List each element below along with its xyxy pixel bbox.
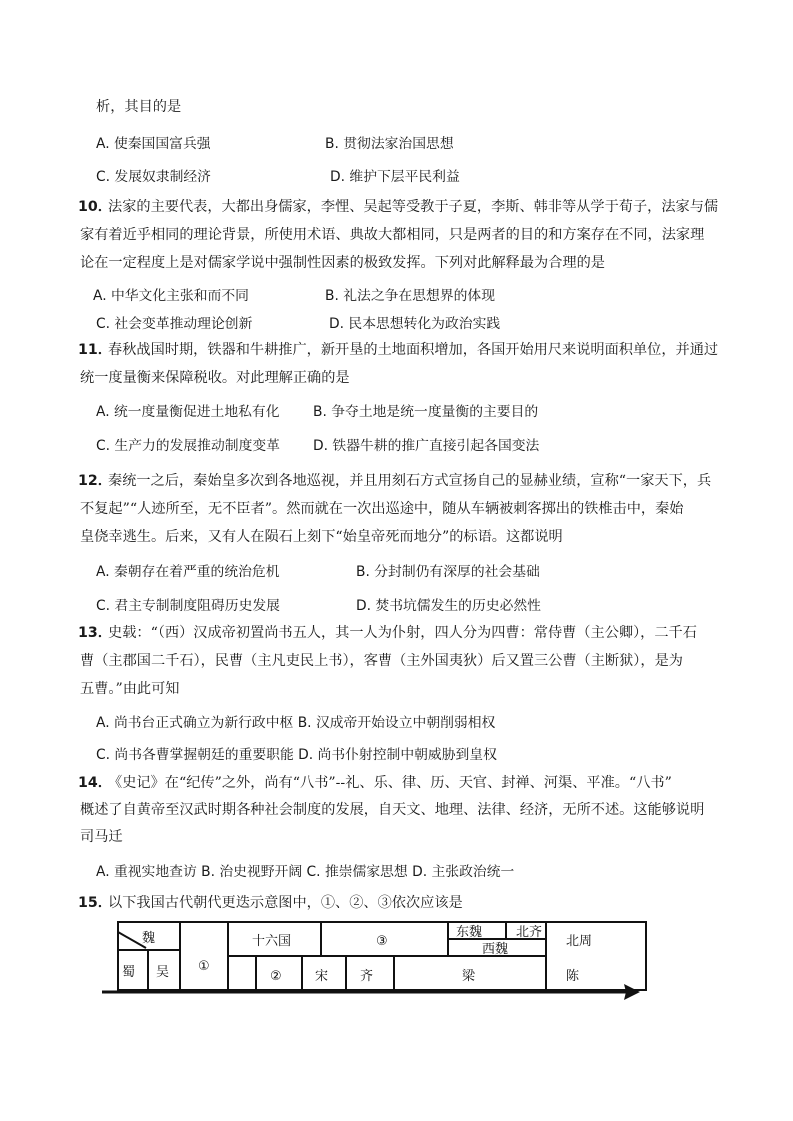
- q12-line-2: 不复起”“人迹所至，无不臣者”。然而就在一次出巡途中，随从车辆被刺客掷出的铁椎击中，秦始: [80, 501, 684, 517]
- q12-option-d: D. 焚书坑儒发生的历史必然性: [356, 598, 541, 614]
- q13-option-cd: C. 尚书各曹掌握朝廷的重要职能 D. 尚书仆射控制中朝威胁到皇权: [96, 747, 497, 763]
- arrow-head-icon: [624, 984, 640, 1000]
- label-circle-1: ①: [198, 959, 210, 974]
- q12-number: 12．: [78, 473, 112, 489]
- label-wei: 魏: [142, 931, 156, 946]
- q9-option-d: D. 维护下层平民利益: [330, 169, 460, 185]
- q11-number: 11．: [78, 342, 112, 358]
- q10-option-a: A. 中华文化主张和而不同: [93, 288, 249, 304]
- q14-number: 14．: [78, 775, 112, 791]
- q11-option-d: D. 铁器牛耕的推广直接引起各国变法: [313, 438, 540, 454]
- q14-line-2: 概述了自黄帝至汉武时期各种社会制度的发展，自天文、地理、法律、经济，无所不述。这能够说明: [80, 802, 705, 818]
- label-qi: 齐: [360, 969, 374, 984]
- q14-options: A. 重视实地查访 B. 治史视野开阔 C. 推崇儒家思想 D. 主张政治统一: [96, 864, 515, 880]
- q9-option-c: C. 发展奴隶制经济: [96, 169, 211, 185]
- q10-line-3: 论在一定程度上是对儒家学说中强制性因素的极致发挥。下列对此解释最为合理的是: [80, 255, 605, 271]
- q14-line-1: 《史记》在“纪传”之外，尚有“八书”--礼、乐、律、历、天官、封禅、河渠、平准。“八书”: [108, 775, 672, 791]
- q10-line-2: 家有着近乎相同的理论背景，所使用术语、典故大都相同，只是两者的目的和方案存在不同，法家理: [80, 227, 705, 243]
- q11-option-c: C. 生产力的发展推动制度变革: [96, 438, 280, 454]
- q10-option-b: B. 礼法之争在思想界的体现: [325, 288, 496, 304]
- label-sixteen-kingdoms: 十六国: [252, 934, 292, 949]
- q11-line-2: 统一度量衡来保障税收。对此理解正确的是: [80, 370, 350, 386]
- label-dongwei: 东魏: [456, 925, 483, 940]
- q11-line-1: 春秋战国时期，铁器和牛耕推广，新开垦的土地面积增加，各国开始用尺来说明面积单位，并通过: [108, 342, 719, 358]
- q13-option-ab: A. 尚书台正式确立为新行政中枢 B. 汉成帝开始设立中朝削弱相权: [96, 715, 496, 731]
- q12-line-3: 皇侥幸逃生。后来，又有人在陨石上刻下“始皇帝死而地分”的标语。这都说明: [80, 529, 563, 545]
- label-xiwei: 西魏: [482, 942, 509, 957]
- label-song: 宋: [315, 969, 329, 984]
- q9-stem-tail: 析，其目的是: [96, 99, 182, 115]
- q10-option-d: D. 民本思想转化为政治实践: [329, 316, 501, 332]
- label-chen: 陈: [566, 969, 580, 984]
- label-wu: 吴: [156, 965, 170, 980]
- q13-number: 13．: [78, 625, 112, 641]
- q13-line-1: 史载：“（西）汉成帝初置尚书五人，其一人为仆射，四人分为四曹：常侍曹（主公卿），二千石: [108, 625, 697, 641]
- q12-line-1: 秦统一之后，秦始皇多次到各地巡视，并且用刻石方式宣扬自己的显赫业绩，宣称“一家天下，兵: [108, 473, 712, 489]
- q13-line-2: 曹（主郡国二千石），民曹（主凡吏民上书），客曹（主外国夷狄）后又置三公曹（主断狱），是为: [80, 653, 683, 669]
- dynasty-succession-diagram: [96, 918, 656, 1006]
- q10-number: 10．: [78, 199, 112, 215]
- q12-option-b: B. 分封制仍有深厚的社会基础: [356, 564, 540, 580]
- label-shu: 蜀: [122, 965, 136, 980]
- q9-option-a: A. 使秦国国富兵强: [96, 136, 211, 152]
- q13-line-3: 五曹。”由此可知: [80, 681, 180, 697]
- q10-line-1: 法家的主要代表，大都出身儒家，李悝、吴起等受教于子夏，李斯、韩非等从学于荀子，法家与儒: [108, 199, 719, 215]
- q14-line-3: 司马迁: [80, 829, 123, 845]
- q12-option-c: C. 君主专制制度阻碍历史发展: [96, 598, 280, 614]
- label-beiqi: 北齐: [516, 925, 543, 940]
- q15-line-1: 以下我国古代朝代更迭示意图中，①、②、③依次应该是: [108, 895, 463, 911]
- q10-option-c: C. 社会变革推动理论创新: [96, 316, 253, 332]
- q15-number: 15．: [78, 895, 112, 911]
- label-circle-3: ③: [376, 934, 388, 949]
- q11-option-b: B. 争夺土地是统一度量衡的主要目的: [313, 404, 539, 420]
- label-beizhou: 北周: [566, 934, 593, 949]
- label-liang: 梁: [462, 969, 476, 984]
- q12-option-a: A. 秦朝存在着严重的统治危机: [96, 564, 280, 580]
- q9-option-b: B. 贯彻法家治国思想: [325, 136, 454, 152]
- q11-option-a: A. 统一度量衡促进土地私有化: [96, 404, 280, 420]
- label-circle-2: ②: [270, 969, 282, 984]
